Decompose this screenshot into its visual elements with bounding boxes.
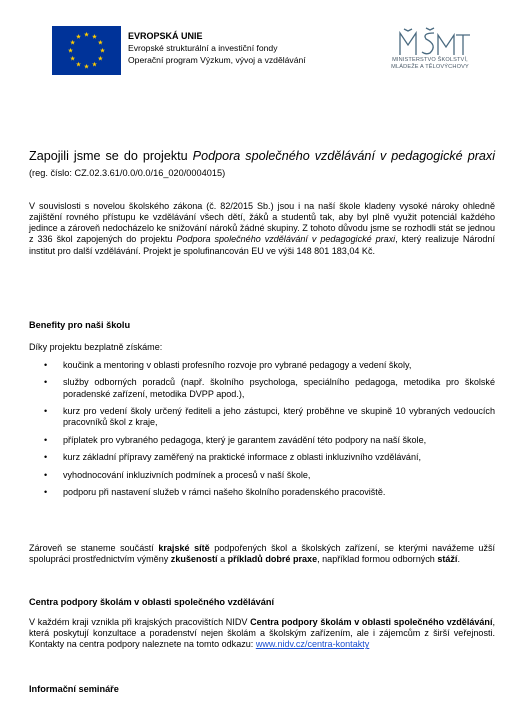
bullet-icon: • bbox=[44, 377, 48, 388]
eu-text-block bbox=[128, 31, 306, 66]
list-item: • podporu při nastavení služeb v rámci našeho školního poradenského pracoviště. bbox=[44, 487, 386, 498]
network-paragraph: Zároveň se staneme součástí krajské sítě podpořených škol a školských zařízení, se kterými navážeme užší spolupráci prostřednictvím výměny zkušeností a příkladů dobré praxe, například formou odborných stáží. bbox=[29, 543, 496, 565]
page-header bbox=[0, 0, 530, 100]
benefits-list bbox=[29, 360, 495, 504]
benefits-lead: Díky projektu bezplatně získáme: bbox=[29, 342, 163, 352]
title-text: Zapojili jsme se do projektu bbox=[29, 149, 193, 163]
benefits-heading: Benefity pro naši školu bbox=[29, 320, 131, 330]
registration-number: (reg. číslo: CZ.02.3.61/0.0/0.0/16_020/0004015) bbox=[29, 168, 226, 178]
page-title bbox=[29, 149, 495, 181]
eu-programme: Operační program Výzkum, vývoj a vzdělávání bbox=[128, 54, 306, 65]
bullet-icon: • bbox=[44, 469, 48, 480]
centers-paragraph: V každém kraji vznikla při krajských pracovištích NIDV Centra podpory školám v oblasti společného vzdělávání, která poskytují konzultace a poradenství nejen školám a školským zařízením, ale i zájemcům z širší veřejnosti. Kontakty na centra podpory naleznete na tomto odkazu: www.nidv.cz/centra-kontakty bbox=[29, 617, 495, 650]
eu-flag-icon bbox=[52, 26, 121, 75]
msmt-logo-icon bbox=[386, 25, 481, 83]
list-item: • kurz pro vedení školy určený řediteli a jeho zástupci, který proběhne ve skupině 10 vybraných vedoucích pracovníků škol z kraje, bbox=[44, 406, 495, 428]
list-item: • koučink a mentoring v oblasti profesního rozvoje pro vybrané pedagogy a vedení školy, bbox=[44, 360, 412, 370]
intro-paragraph: V souvislosti s novelou školského zákona (č. 82/2015 Sb.) jsou i na naší škole kladeny vysoké nároky ohledně zajištění rovného přístupu ke vzdělávání všech dětí, žáků a studentů tak, aby byl plně využit potenciál každého jedince a zároveň nedocházelo ke snižování nároků žádné skupiny. Z tohoto důvodu jsme se rozhodli stát se jednou z 336 škol zapojených do projektu Podpora společného vzdělávání v pedagogické praxi, který realizuje Národní institut pro další vzdělávání. Projekt je spolufinancován EU ve výši 148 801 183,04 Kč. bbox=[29, 201, 496, 256]
list-item: • vyhodnocování inkluzivních podmínek a procesů v naší škole, bbox=[44, 469, 311, 480]
eu-name: EVROPSKÁ UNIE bbox=[128, 31, 203, 41]
eu-funds: Evropské strukturální a investiční fondy bbox=[128, 42, 278, 53]
centers-heading: Centra podpory školám v oblasti společného vzdělávání bbox=[29, 597, 275, 607]
bullet-icon: • bbox=[44, 360, 48, 370]
project-name-inline: Podpora společného vzdělávání v pedagogické praxi bbox=[176, 234, 396, 245]
bullet-icon: • bbox=[44, 487, 48, 498]
list-item: • kurz základní přípravy zaměřený na praktické informace z oblasti inkluzivního vzdělávání, bbox=[44, 452, 422, 463]
seminars-heading: Informační semináře bbox=[29, 684, 119, 694]
msmt-name: MINISTERSTVO ŠKOLSTVÍ, MLÁDEŽE A TĚLOVÝCHOVY bbox=[391, 57, 469, 70]
centers-contacts-link[interactable]: www.nidv.cz/centra-kontakty bbox=[255, 639, 370, 650]
bullet-icon: • bbox=[44, 406, 48, 417]
list-item: • příplatek pro vybraného pedagoga, který je garantem zavádění této podpory na naší škole, bbox=[44, 434, 427, 445]
list-item: • služby odborných poradců (např. školního psychologa, speciálního pedagoga, metodika pro školské poradenské zařízení, metodika DVPP apod.), bbox=[44, 377, 495, 399]
bullet-icon: • bbox=[44, 434, 48, 445]
bullet-icon: • bbox=[44, 452, 48, 463]
project-name: Podpora společného vzdělávání v pedagogické praxi bbox=[192, 149, 495, 163]
